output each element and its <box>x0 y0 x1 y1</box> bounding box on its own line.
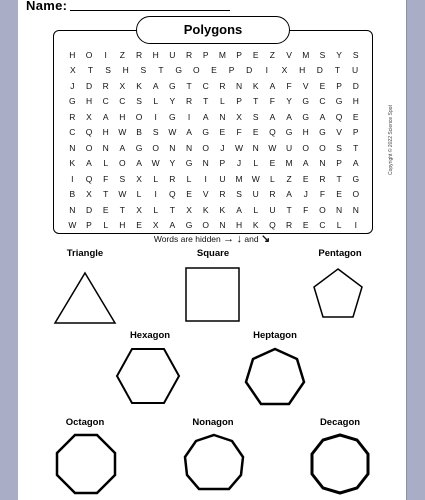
grid-letter[interactable]: V <box>202 189 209 200</box>
grid-letter[interactable]: M <box>218 49 226 60</box>
grid-letter[interactable]: G <box>302 96 310 107</box>
grid-letter[interactable]: H <box>302 127 309 138</box>
grid-letter[interactable]: M <box>285 158 293 169</box>
pentagon-shape <box>310 266 366 322</box>
grid-letter[interactable]: Q <box>85 173 93 184</box>
grid-letter[interactable]: T <box>334 65 341 76</box>
page-title: Polygons <box>136 16 290 44</box>
grid-letter[interactable]: S <box>352 49 359 60</box>
grid-letter[interactable]: O <box>85 142 93 153</box>
heptagon-shape <box>242 346 308 410</box>
grid-letter[interactable]: T <box>158 65 164 76</box>
grid-letter[interactable]: E <box>136 220 142 231</box>
grid-letter[interactable]: N <box>169 142 176 153</box>
grid-letter[interactable]: N <box>69 204 76 215</box>
grid-letter[interactable]: A <box>202 111 209 122</box>
label-octagon: Octagon <box>65 417 105 428</box>
grid-letter[interactable]: N <box>202 158 209 169</box>
grid-letter[interactable]: E <box>252 49 259 60</box>
grid-letter[interactable]: X <box>136 204 142 215</box>
grid-row <box>64 78 364 94</box>
grid-letter[interactable]: A <box>352 158 359 169</box>
grid-letter[interactable]: E <box>319 80 326 91</box>
grid-letter[interactable]: G <box>352 173 360 184</box>
grid-letter[interactable]: Q <box>269 220 276 231</box>
grid-letter[interactable]: R <box>169 173 176 184</box>
grid-letter[interactable]: G <box>185 158 193 169</box>
grid-letter[interactable]: O <box>135 111 143 122</box>
grid-letter[interactable]: F <box>269 96 275 107</box>
grid-letter[interactable]: N <box>102 142 109 153</box>
grid-letter[interactable]: N <box>319 158 326 169</box>
arrow-right-icon: → <box>223 233 235 245</box>
grid-letter[interactable]: S <box>236 189 242 200</box>
grid-letter[interactable]: A <box>319 111 326 122</box>
grid-letter[interactable]: Q <box>269 127 276 138</box>
grid-letter[interactable]: L <box>186 173 192 184</box>
grid-letter[interactable]: K <box>69 158 76 169</box>
name-line <box>70 10 230 11</box>
grid-letter[interactable]: N <box>352 204 359 215</box>
grid-letter[interactable]: R <box>219 189 226 200</box>
grid-letter[interactable]: A <box>286 189 292 200</box>
grid-letter[interactable]: D <box>352 80 359 91</box>
grid-letter[interactable]: P <box>202 49 209 60</box>
grid-letter[interactable]: E <box>352 111 359 122</box>
grid-letter[interactable]: A <box>86 158 92 169</box>
label-heptagon: Heptagon <box>253 330 297 341</box>
grid-letter[interactable]: P <box>219 158 226 169</box>
grid-letter[interactable]: H <box>85 96 93 107</box>
grid-letter[interactable]: F <box>286 80 292 91</box>
grid-letter[interactable]: V <box>302 80 309 91</box>
grid-letter[interactable]: U <box>352 65 359 76</box>
grid-letter[interactable]: T <box>186 80 192 91</box>
grid-letter[interactable]: E <box>102 204 109 215</box>
grid-letter[interactable]: G <box>319 127 326 138</box>
grid-letter[interactable]: F <box>319 189 326 200</box>
grid-letter[interactable]: W <box>68 220 77 231</box>
grid-letter[interactable]: X <box>186 204 192 215</box>
grid-letter[interactable]: R <box>185 96 193 107</box>
grid-letter[interactable]: O <box>152 142 159 153</box>
grid-letter[interactable]: F <box>236 127 242 138</box>
grid-letter[interactable]: O <box>202 142 210 153</box>
grid-letter[interactable]: W <box>235 142 244 153</box>
grid-letter[interactable]: G <box>169 111 176 122</box>
grid-letter[interactable]: B <box>136 127 142 138</box>
grid-letter[interactable]: E <box>252 127 259 138</box>
grid-letter[interactable]: O <box>202 220 210 231</box>
grid-letter[interactable]: R <box>319 173 326 184</box>
grid-letter[interactable]: G <box>302 111 310 122</box>
hint-line <box>18 232 406 245</box>
grid-letter[interactable]: L <box>153 96 159 107</box>
grid-letter[interactable]: A <box>269 111 276 122</box>
grid-letter[interactable]: N <box>185 142 193 153</box>
grid-letter[interactable]: A <box>286 111 292 122</box>
grid-letter[interactable]: T <box>119 204 125 215</box>
grid-letter[interactable]: A <box>269 80 276 91</box>
grid-letter[interactable]: P <box>236 96 242 107</box>
grid-letter[interactable]: Y <box>169 158 176 169</box>
grid-letter[interactable]: F <box>303 204 309 215</box>
grid-letter[interactable]: W <box>118 127 127 138</box>
grid-letter[interactable]: A <box>102 111 109 122</box>
grid-letter[interactable]: A <box>152 80 159 91</box>
grid-letter[interactable]: E <box>186 189 192 200</box>
hexagon-shape <box>114 346 182 406</box>
grid-letter[interactable]: S <box>140 65 147 76</box>
arrow-down-icon: ↓ <box>236 233 243 245</box>
grid-letter[interactable]: N <box>69 142 76 153</box>
grid-row <box>64 125 364 141</box>
grid-letter[interactable]: I <box>104 49 107 60</box>
grid-letter[interactable]: P <box>352 127 359 138</box>
grid-letter[interactable]: A <box>302 158 309 169</box>
grid-letter[interactable]: U <box>269 204 276 215</box>
grid-letter[interactable]: V <box>336 127 342 138</box>
grid-letter[interactable]: O <box>85 49 93 60</box>
grid-letter[interactable]: H <box>299 65 306 76</box>
grid-letter[interactable]: H <box>119 220 126 231</box>
grid-letter[interactable]: U <box>169 49 176 60</box>
grid-letter[interactable]: O <box>192 65 200 76</box>
grid-letter[interactable]: X <box>86 189 92 200</box>
grid-letter[interactable]: K <box>219 204 226 215</box>
grid-letter[interactable]: N <box>336 204 343 215</box>
grid-letter[interactable]: H <box>352 96 359 107</box>
grid-letter[interactable]: Z <box>269 49 275 60</box>
grid-letter[interactable]: C <box>69 127 76 138</box>
grid-letter[interactable]: Y <box>286 96 292 107</box>
grid-letter[interactable]: Q <box>169 189 176 200</box>
grid-row <box>64 156 364 172</box>
grid-letter[interactable]: S <box>136 96 142 107</box>
worksheet-page <box>18 0 406 500</box>
grid-letter[interactable]: H <box>122 65 129 76</box>
grid-letter[interactable]: G <box>169 80 176 91</box>
grid-letter[interactable]: I <box>204 173 207 184</box>
grid-letter[interactable]: L <box>220 96 225 107</box>
grid-letter[interactable]: G <box>335 96 343 107</box>
label-square: Square <box>196 248 230 259</box>
copyright-text: Copyright © 2022 Science Spot <box>388 105 394 175</box>
grid-letter[interactable]: K <box>252 80 259 91</box>
grid-letter[interactable]: R <box>219 80 226 91</box>
label-nonagon: Nonagon <box>192 417 234 428</box>
grid-letter[interactable]: T <box>253 96 259 107</box>
grid-letter[interactable]: P <box>86 220 92 231</box>
grid-letter[interactable]: D <box>85 80 93 91</box>
grid-letter[interactable]: L <box>153 173 159 184</box>
grid-letter[interactable]: D <box>246 65 253 76</box>
grid-letter[interactable]: O <box>319 142 326 153</box>
grid-letter[interactable]: O <box>352 189 360 200</box>
label-pentagon: Pentagon <box>318 248 362 259</box>
grid-letter[interactable]: P <box>336 158 342 169</box>
page-edge <box>406 0 407 500</box>
grid-letter[interactable]: F <box>103 173 109 184</box>
grid-letter[interactable]: E <box>336 189 342 200</box>
grid-row <box>64 202 364 218</box>
arrow-diagonal-icon: ↘ <box>260 233 271 245</box>
grid-letter[interactable]: H <box>152 49 159 60</box>
grid-letter[interactable]: P <box>236 49 242 60</box>
grid-letter[interactable]: M <box>235 173 243 184</box>
hint-and: and <box>244 234 259 244</box>
grid-letter[interactable]: S <box>336 142 342 153</box>
grid-letter[interactable]: Q <box>85 127 93 138</box>
grid-letter[interactable]: R <box>102 80 109 91</box>
label-decagon: Decagon <box>319 417 361 428</box>
grid-letter[interactable]: W <box>268 142 277 153</box>
grid-letter[interactable]: X <box>236 111 242 122</box>
grid-letter[interactable]: C <box>319 220 326 231</box>
grid-letter[interactable]: X <box>86 111 92 122</box>
grid-letter[interactable]: R <box>269 189 276 200</box>
grid-letter[interactable]: L <box>103 158 109 169</box>
grid-letter[interactable]: C <box>119 96 126 107</box>
grid-letter[interactable]: G <box>69 96 76 107</box>
triangle-shape <box>52 270 118 326</box>
grid-letter[interactable]: T <box>336 173 342 184</box>
grid-letter[interactable]: T <box>203 96 209 107</box>
grid-letter[interactable]: J <box>303 189 308 200</box>
grid-letter[interactable]: L <box>336 220 342 231</box>
grid-letter[interactable]: L <box>103 220 109 231</box>
grid-letter[interactable]: N <box>219 111 226 122</box>
grid-letter[interactable]: Q <box>335 111 343 122</box>
grid-letter[interactable]: X <box>136 173 142 184</box>
grid-row <box>64 218 364 234</box>
grid-letter[interactable]: Z <box>286 173 292 184</box>
grid-letter[interactable]: H <box>69 49 76 60</box>
grid-letter[interactable]: X <box>281 65 288 76</box>
grid-letter[interactable]: C <box>202 80 209 91</box>
grid-letter[interactable]: N <box>235 80 243 91</box>
grid-letter[interactable]: K <box>202 204 209 215</box>
grid-letter[interactable]: T <box>286 204 292 215</box>
grid-letter[interactable]: A <box>169 220 176 231</box>
grid-letter[interactable]: A <box>186 127 192 138</box>
grid-letter[interactable]: O <box>319 204 326 215</box>
label-hexagon: Hexagon <box>129 330 171 341</box>
grid-letter[interactable]: E <box>302 220 309 231</box>
grid-letter[interactable]: O <box>119 158 126 169</box>
grid-letter[interactable]: R <box>286 220 293 231</box>
grid-letter[interactable]: T <box>353 142 359 153</box>
grid-letter[interactable]: J <box>70 80 75 91</box>
grid-row <box>64 171 364 187</box>
grid-letter[interactable]: D <box>316 65 323 76</box>
square-shape <box>184 266 242 324</box>
grid-letter[interactable]: E <box>219 127 226 138</box>
grid-letter[interactable]: P <box>336 80 342 91</box>
grid-letter[interactable]: H <box>235 220 243 231</box>
word-search-grid <box>64 47 364 233</box>
grid-letter[interactable]: C <box>319 96 326 107</box>
grid-letter[interactable]: W <box>118 189 127 200</box>
grid-letter[interactable]: N <box>219 220 226 231</box>
grid-letter[interactable]: G <box>135 142 143 153</box>
grid-letter[interactable]: P <box>228 65 235 76</box>
hint-text: Words are hidden <box>153 234 221 244</box>
grid-letter[interactable]: T <box>87 65 94 76</box>
grid-letter[interactable]: U <box>252 189 259 200</box>
grid-letter[interactable]: M <box>302 49 310 60</box>
grid-letter[interactable]: V <box>286 49 292 60</box>
grid-letter[interactable]: Y <box>169 96 176 107</box>
grid-letter[interactable]: L <box>270 173 275 184</box>
grid-letter[interactable]: K <box>136 80 142 91</box>
grid-letter[interactable]: N <box>252 142 259 153</box>
grid-letter[interactable]: J <box>220 142 225 153</box>
grid-letter[interactable]: R <box>185 49 193 60</box>
grid-letter[interactable]: D <box>85 204 93 215</box>
grid-row <box>64 47 364 63</box>
grid-letter[interactable]: W <box>251 173 260 184</box>
grid-row <box>64 187 364 203</box>
name-label: Name: <box>26 0 68 13</box>
grid-letter[interactable]: A <box>236 204 242 215</box>
grid-letter[interactable]: S <box>319 49 326 60</box>
grid-letter[interactable]: T <box>169 204 175 215</box>
nonagon-shape <box>182 432 246 496</box>
grid-letter[interactable]: Y <box>336 49 342 60</box>
grid-letter[interactable]: E <box>302 173 309 184</box>
grid-letter[interactable]: E <box>211 65 217 76</box>
grid-row <box>64 140 364 156</box>
grid-letter[interactable]: G <box>285 127 293 138</box>
grid-letter[interactable]: R <box>69 111 76 122</box>
grid-letter[interactable]: I <box>354 220 357 231</box>
grid-letter[interactable]: K <box>252 220 259 231</box>
grid-letter[interactable]: X <box>119 80 126 91</box>
grid-letter[interactable]: I <box>187 111 191 122</box>
grid-letter[interactable]: Z <box>119 49 125 60</box>
grid-letter[interactable]: I <box>265 65 269 76</box>
grid-row <box>64 94 364 110</box>
grid-letter[interactable]: S <box>119 173 126 184</box>
grid-letter[interactable]: S <box>252 111 259 122</box>
grid-letter[interactable]: W <box>151 158 160 169</box>
decagon-shape <box>308 432 372 496</box>
grid-letter[interactable]: H <box>119 111 126 122</box>
grid-letter[interactable]: T <box>103 189 109 200</box>
grid-row <box>64 109 364 125</box>
grid-letter[interactable]: B <box>69 189 76 200</box>
grid-letter[interactable]: X <box>69 65 76 76</box>
grid-letter[interactable]: R <box>135 49 143 60</box>
grid-letter[interactable]: C <box>102 96 109 107</box>
grid-letter[interactable]: E <box>269 158 276 169</box>
grid-letter[interactable]: U <box>219 173 226 184</box>
grid-letter[interactable]: H <box>102 127 109 138</box>
grid-letter[interactable]: W <box>168 127 177 138</box>
grid-letter[interactable]: L <box>136 189 142 200</box>
grid-letter[interactable]: A <box>119 142 126 153</box>
grid-letter[interactable]: S <box>152 127 159 138</box>
label-triangle: Triangle <box>66 248 104 259</box>
grid-letter[interactable]: L <box>253 204 259 215</box>
grid-letter[interactable]: O <box>302 142 310 153</box>
grid-letter[interactable]: I <box>154 111 157 122</box>
octagon-shape <box>54 432 118 496</box>
grid-letter[interactable]: A <box>136 158 142 169</box>
grid-letter[interactable]: G <box>185 220 193 231</box>
grid-letter[interactable]: G <box>202 127 210 138</box>
grid-letter[interactable]: J <box>236 158 242 169</box>
grid-letter[interactable]: I <box>154 189 157 200</box>
grid-letter[interactable]: U <box>286 142 293 153</box>
grid-letter[interactable]: X <box>152 220 159 231</box>
grid-letter[interactable]: I <box>71 173 74 184</box>
grid-letter[interactable]: L <box>253 158 259 169</box>
grid-letter[interactable]: S <box>105 65 111 76</box>
grid-letter[interactable]: L <box>153 204 159 215</box>
grid-row <box>64 63 364 79</box>
grid-letter[interactable]: G <box>175 65 182 76</box>
